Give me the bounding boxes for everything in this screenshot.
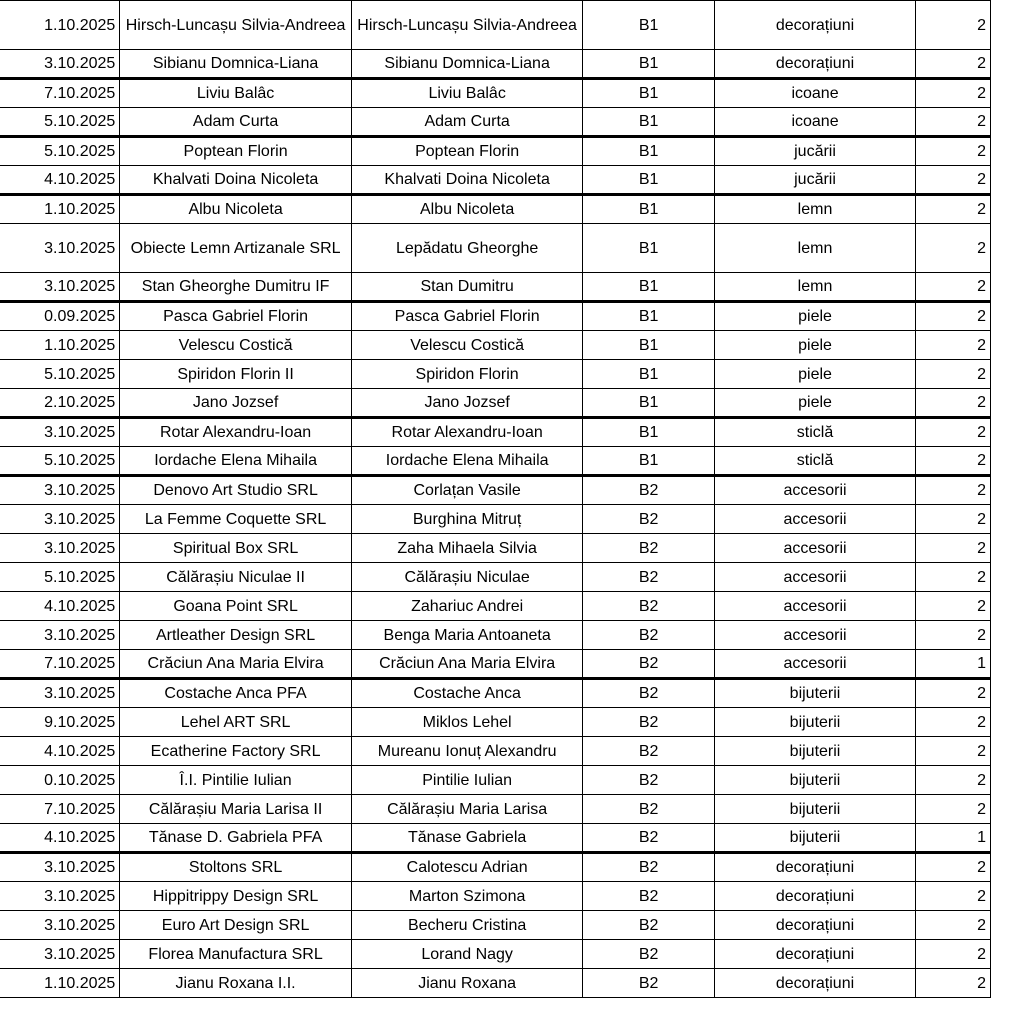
count-cell: 2: [916, 882, 991, 911]
table-row: [0, 766, 991, 795]
table-row: [0, 940, 991, 969]
representative-cell: Pasca Gabriel Florin: [351, 302, 583, 331]
date-cell: 5.10.2025: [0, 137, 120, 166]
representative-cell: Velescu Costică: [351, 331, 583, 360]
representative-cell: Costache Anca: [351, 679, 583, 708]
count-cell: 2: [916, 273, 991, 302]
date-cell: 3.10.2025: [0, 940, 120, 969]
code-cell: B1: [583, 79, 714, 108]
category-cell: jucării: [714, 137, 915, 166]
representative-cell: Iordache Elena Mihaila: [351, 447, 583, 476]
count-cell: 2: [916, 621, 991, 650]
count-cell: 2: [916, 389, 991, 418]
category-cell: icoane: [714, 79, 915, 108]
representative-cell: Crăciun Ana Maria Elvira: [351, 650, 583, 679]
company-cell: Poptean Florin: [120, 137, 352, 166]
date-cell: 4.10.2025: [0, 166, 120, 195]
category-cell: bijuterii: [714, 737, 915, 766]
company-cell: Tănase D. Gabriela PFA: [120, 824, 352, 853]
category-cell: bijuterii: [714, 824, 915, 853]
company-cell: Sibianu Domnica-Liana: [120, 50, 352, 79]
date-cell: 9.10.2025: [0, 708, 120, 737]
code-cell: B1: [583, 195, 714, 224]
company-cell: Adam Curta: [120, 108, 352, 137]
count-cell: 2: [916, 969, 991, 998]
representative-cell: Rotar Alexandru-Ioan: [351, 418, 583, 447]
date-cell: 4.10.2025: [0, 737, 120, 766]
code-cell: B2: [583, 650, 714, 679]
company-cell: Stoltons SRL: [120, 853, 352, 882]
date-cell: 7.10.2025: [0, 79, 120, 108]
representative-cell: Spiridon Florin: [351, 360, 583, 389]
count-cell: 2: [916, 853, 991, 882]
table-row: [0, 563, 991, 592]
company-cell: Călărașiu Maria Larisa II: [120, 795, 352, 824]
category-cell: piele: [714, 360, 915, 389]
table-row: [0, 360, 991, 389]
count-cell: 1: [916, 650, 991, 679]
company-cell: Denovo Art Studio SRL: [120, 476, 352, 505]
count-cell: 2: [916, 195, 991, 224]
category-cell: decorațiuni: [714, 882, 915, 911]
category-cell: bijuterii: [714, 708, 915, 737]
representative-cell: Pintilie Iulian: [351, 766, 583, 795]
date-cell: 3.10.2025: [0, 418, 120, 447]
table-row: [0, 911, 991, 940]
company-cell: Crăciun Ana Maria Elvira: [120, 650, 352, 679]
date-cell: 4.10.2025: [0, 824, 120, 853]
category-cell: sticlă: [714, 418, 915, 447]
code-cell: B2: [583, 911, 714, 940]
category-cell: lemn: [714, 224, 915, 273]
count-cell: 2: [916, 224, 991, 273]
date-cell: 1.10.2025: [0, 195, 120, 224]
code-cell: B2: [583, 940, 714, 969]
representative-cell: Hirsch-Luncașu Silvia-Andreea: [351, 1, 583, 50]
company-cell: Lehel ART SRL: [120, 708, 352, 737]
company-cell: Stan Gheorghe Dumitru IF: [120, 273, 352, 302]
count-cell: 2: [916, 563, 991, 592]
company-cell: Goana Point SRL: [120, 592, 352, 621]
date-cell: 5.10.2025: [0, 108, 120, 137]
category-cell: decorațiuni: [714, 50, 915, 79]
date-cell: 4.10.2025: [0, 592, 120, 621]
company-cell: Spiritual Box SRL: [120, 534, 352, 563]
date-cell: 3.10.2025: [0, 505, 120, 534]
count-cell: 2: [916, 108, 991, 137]
table-row: [0, 650, 991, 679]
company-cell: La Femme Coquette SRL: [120, 505, 352, 534]
table-row: [0, 108, 991, 137]
category-cell: accesorii: [714, 476, 915, 505]
count-cell: 2: [916, 940, 991, 969]
code-cell: B2: [583, 969, 714, 998]
representative-cell: Călărașiu Maria Larisa: [351, 795, 583, 824]
code-cell: B1: [583, 50, 714, 79]
count-cell: 2: [916, 50, 991, 79]
count-cell: 2: [916, 737, 991, 766]
count-cell: 2: [916, 766, 991, 795]
date-cell: 2.10.2025: [0, 389, 120, 418]
representative-cell: Stan Dumitru: [351, 273, 583, 302]
code-cell: B2: [583, 795, 714, 824]
company-cell: Artleather Design SRL: [120, 621, 352, 650]
table-row: [0, 302, 991, 331]
code-cell: B1: [583, 302, 714, 331]
code-cell: B1: [583, 360, 714, 389]
representative-cell: Jano Jozsef: [351, 389, 583, 418]
table-row: [0, 882, 991, 911]
count-cell: 2: [916, 360, 991, 389]
table-row: [0, 331, 991, 360]
representative-cell: Calotescu Adrian: [351, 853, 583, 882]
table-row: [0, 679, 991, 708]
date-cell: 0.10.2025: [0, 766, 120, 795]
table-row: [0, 621, 991, 650]
category-cell: icoane: [714, 108, 915, 137]
table-row: [0, 476, 991, 505]
date-cell: 3.10.2025: [0, 911, 120, 940]
date-cell: 5.10.2025: [0, 360, 120, 389]
code-cell: B2: [583, 621, 714, 650]
code-cell: B1: [583, 273, 714, 302]
date-cell: 7.10.2025: [0, 795, 120, 824]
representative-cell: Adam Curta: [351, 108, 583, 137]
date-cell: 3.10.2025: [0, 621, 120, 650]
table-row: [0, 505, 991, 534]
representative-cell: Liviu Balâc: [351, 79, 583, 108]
date-cell: 3.10.2025: [0, 679, 120, 708]
representative-cell: Mureanu Ionuț Alexandru: [351, 737, 583, 766]
company-cell: Rotar Alexandru-Ioan: [120, 418, 352, 447]
category-cell: accesorii: [714, 621, 915, 650]
date-cell: 1.10.2025: [0, 1, 120, 50]
code-cell: B2: [583, 476, 714, 505]
date-cell: 0.09.2025: [0, 302, 120, 331]
count-cell: 2: [916, 137, 991, 166]
table-row: [0, 447, 991, 476]
category-cell: decorațiuni: [714, 911, 915, 940]
representative-cell: Poptean Florin: [351, 137, 583, 166]
representative-cell: Tănase Gabriela: [351, 824, 583, 853]
table-row: [0, 418, 991, 447]
count-cell: 2: [916, 1, 991, 50]
category-cell: accesorii: [714, 534, 915, 563]
code-cell: B1: [583, 418, 714, 447]
table-row: [0, 1, 991, 50]
representative-cell: Becheru Cristina: [351, 911, 583, 940]
table-row: [0, 166, 991, 195]
code-cell: B2: [583, 853, 714, 882]
company-cell: Albu Nicoleta: [120, 195, 352, 224]
code-cell: B2: [583, 708, 714, 737]
count-cell: 2: [916, 331, 991, 360]
date-cell: 3.10.2025: [0, 273, 120, 302]
company-cell: Florea Manufactura SRL: [120, 940, 352, 969]
category-cell: accesorii: [714, 650, 915, 679]
company-cell: Velescu Costică: [120, 331, 352, 360]
category-cell: piele: [714, 389, 915, 418]
company-cell: Jano Jozsef: [120, 389, 352, 418]
date-cell: 3.10.2025: [0, 853, 120, 882]
category-cell: decorațiuni: [714, 969, 915, 998]
count-cell: 2: [916, 534, 991, 563]
category-cell: accesorii: [714, 592, 915, 621]
date-cell: 3.10.2025: [0, 50, 120, 79]
code-cell: B2: [583, 766, 714, 795]
category-cell: accesorii: [714, 505, 915, 534]
date-cell: 3.10.2025: [0, 476, 120, 505]
table-body: [0, 1, 991, 998]
table-row: [0, 824, 991, 853]
count-cell: 2: [916, 476, 991, 505]
count-cell: 2: [916, 708, 991, 737]
category-cell: decorațiuni: [714, 1, 915, 50]
representative-cell: Benga Maria Antoaneta: [351, 621, 583, 650]
count-cell: 2: [916, 166, 991, 195]
category-cell: decorațiuni: [714, 940, 915, 969]
representative-cell: Miklos Lehel: [351, 708, 583, 737]
code-cell: B2: [583, 824, 714, 853]
category-cell: lemn: [714, 273, 915, 302]
category-cell: piele: [714, 331, 915, 360]
company-cell: Spiridon Florin II: [120, 360, 352, 389]
representative-cell: Marton Szimona: [351, 882, 583, 911]
company-cell: Iordache Elena Mihaila: [120, 447, 352, 476]
category-cell: bijuterii: [714, 795, 915, 824]
company-cell: Euro Art Design SRL: [120, 911, 352, 940]
category-cell: bijuterii: [714, 679, 915, 708]
table-row: [0, 795, 991, 824]
code-cell: B2: [583, 679, 714, 708]
representative-cell: Burghina Mitruț: [351, 505, 583, 534]
representative-cell: Jianu Roxana: [351, 969, 583, 998]
category-cell: accesorii: [714, 563, 915, 592]
company-cell: Hippitrippy Design SRL: [120, 882, 352, 911]
company-cell: Liviu Balâc: [120, 79, 352, 108]
count-cell: 2: [916, 79, 991, 108]
date-cell: 3.10.2025: [0, 882, 120, 911]
table-row: [0, 737, 991, 766]
count-cell: 2: [916, 505, 991, 534]
company-cell: Hirsch-Luncașu Silvia-Andreea: [120, 1, 352, 50]
code-cell: B1: [583, 1, 714, 50]
date-cell: 1.10.2025: [0, 969, 120, 998]
company-cell: Khalvati Doina Nicoleta: [120, 166, 352, 195]
table-row: [0, 853, 991, 882]
date-cell: 1.10.2025: [0, 331, 120, 360]
company-cell: Pasca Gabriel Florin: [120, 302, 352, 331]
representative-cell: Khalvati Doina Nicoleta: [351, 166, 583, 195]
count-cell: 2: [916, 302, 991, 331]
company-cell: Î.I. Pintilie Iulian: [120, 766, 352, 795]
count-cell: 2: [916, 911, 991, 940]
count-cell: 2: [916, 795, 991, 824]
table-row: [0, 224, 991, 273]
representative-cell: Zahariuc Andrei: [351, 592, 583, 621]
table-row: [0, 969, 991, 998]
date-cell: 3.10.2025: [0, 224, 120, 273]
code-cell: B2: [583, 534, 714, 563]
category-cell: sticlă: [714, 447, 915, 476]
representative-cell: Lorand Nagy: [351, 940, 583, 969]
table-row: [0, 534, 991, 563]
representative-cell: Lepădatu Gheorghe: [351, 224, 583, 273]
category-cell: bijuterii: [714, 766, 915, 795]
count-cell: 2: [916, 592, 991, 621]
table-row: [0, 137, 991, 166]
code-cell: B2: [583, 563, 714, 592]
code-cell: B1: [583, 108, 714, 137]
representative-cell: Călărașiu Niculae: [351, 563, 583, 592]
count-cell: 2: [916, 679, 991, 708]
table-row: [0, 50, 991, 79]
count-cell: 1: [916, 824, 991, 853]
category-cell: lemn: [714, 195, 915, 224]
table-row: [0, 79, 991, 108]
representative-cell: Sibianu Domnica-Liana: [351, 50, 583, 79]
code-cell: B1: [583, 447, 714, 476]
count-cell: 2: [916, 418, 991, 447]
code-cell: B1: [583, 224, 714, 273]
category-cell: piele: [714, 302, 915, 331]
table-row: [0, 708, 991, 737]
table-row: [0, 592, 991, 621]
date-cell: 7.10.2025: [0, 650, 120, 679]
date-cell: 3.10.2025: [0, 534, 120, 563]
date-cell: 5.10.2025: [0, 563, 120, 592]
company-cell: Costache Anca PFA: [120, 679, 352, 708]
count-cell: 2: [916, 447, 991, 476]
company-cell: Ecatherine Factory SRL: [120, 737, 352, 766]
category-cell: decorațiuni: [714, 853, 915, 882]
code-cell: B2: [583, 592, 714, 621]
representative-cell: Corlațan Vasile: [351, 476, 583, 505]
company-cell: Călărașiu Niculae II: [120, 563, 352, 592]
table-row: [0, 389, 991, 418]
code-cell: B2: [583, 882, 714, 911]
code-cell: B1: [583, 166, 714, 195]
code-cell: B2: [583, 505, 714, 534]
table-row: [0, 195, 991, 224]
date-cell: 5.10.2025: [0, 447, 120, 476]
company-cell: Jianu Roxana I.I.: [120, 969, 352, 998]
category-cell: jucării: [714, 166, 915, 195]
code-cell: B2: [583, 737, 714, 766]
table-row: [0, 273, 991, 302]
company-cell: Obiecte Lemn Artizanale SRL: [120, 224, 352, 273]
code-cell: B1: [583, 137, 714, 166]
representative-cell: Zaha Mihaela Silvia: [351, 534, 583, 563]
code-cell: B1: [583, 331, 714, 360]
code-cell: B1: [583, 389, 714, 418]
representative-cell: Albu Nicoleta: [351, 195, 583, 224]
